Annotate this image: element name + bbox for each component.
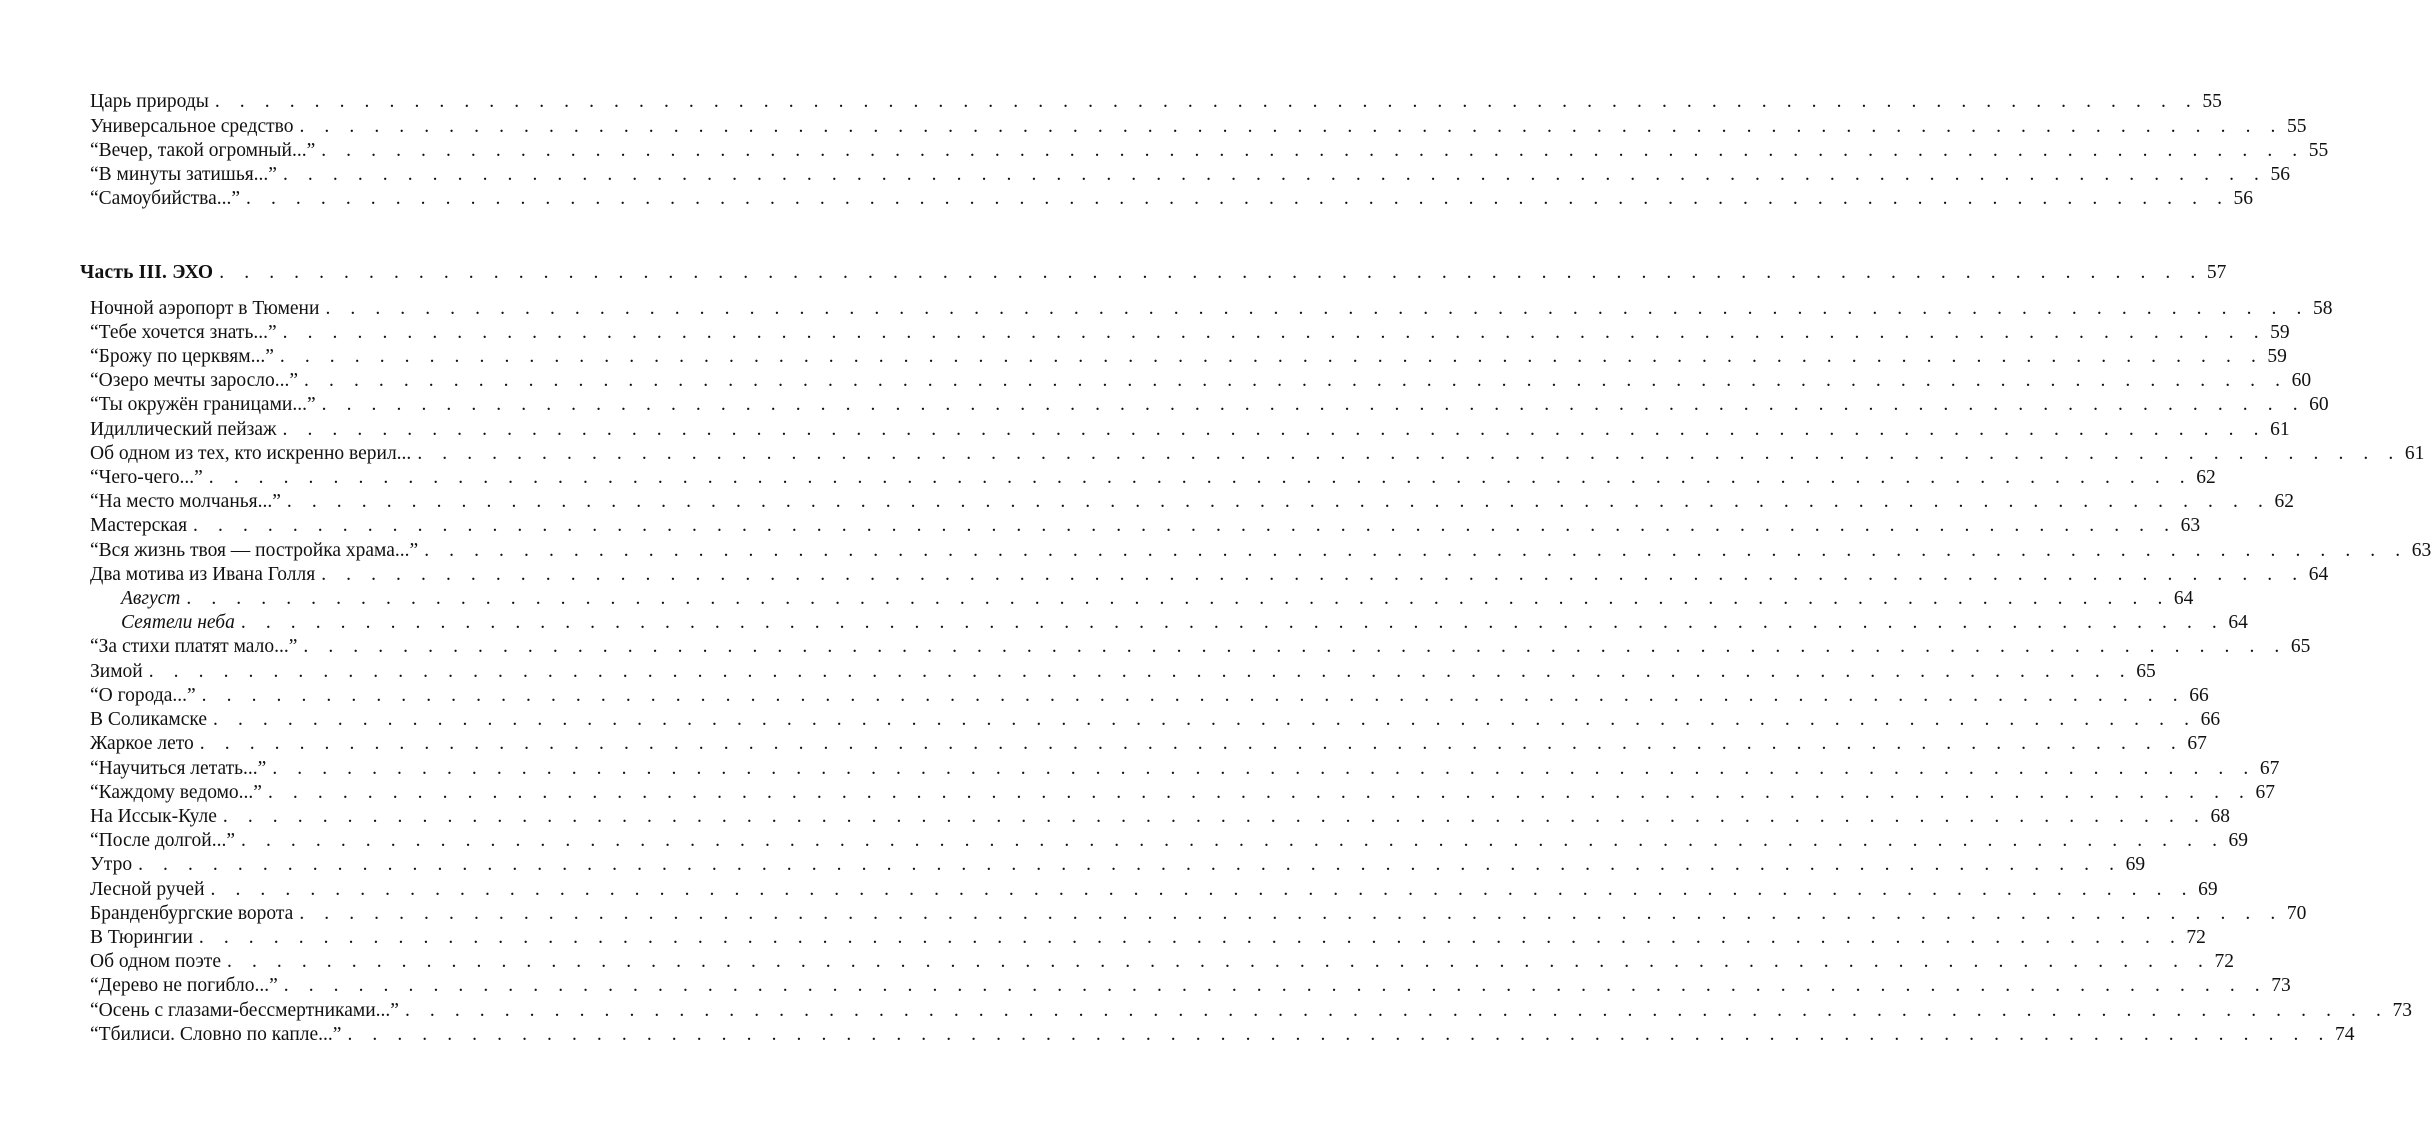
toc-entry-page-number: 62 [2274, 491, 2294, 512]
dot-leader: . . . . . . . . . . . . . . . . . . . . . . . . . . . . . . . . . . . . . . . . . . . . . . . . . . . . . . . . . . . . . . . . . . . . . . . . . . . . . . . . [286, 491, 2271, 512]
toc-entry [90, 733, 2207, 755]
dot-leader: . . . . . . . . . . . . . . . . . . . . . . . . . . . . . . . . . . . . . . . . . . . . . . . . . . . . . . . . . . . . . . . . . . . . . . . . . . . . . . . . [201, 685, 2186, 706]
toc-entry [121, 612, 2248, 634]
toc-entry-title: “Каждому ведомо...” [90, 782, 262, 803]
toc-entry-title: “Брожу по церквям...” [90, 346, 274, 367]
toc-entry [90, 830, 2249, 852]
toc-entry [90, 685, 2209, 707]
dot-leader: . . . . . . . . . . . . . . . . . . . . . . . . . . . . . . . . . . . . . . . . . . . . . . . . . . . . . . . . . . . . . . . . . . . . . . . . . . . . . . . . [299, 116, 2284, 137]
toc-entry-title: Универсальное средство [90, 116, 294, 137]
toc-entry-page-number: 64 [2228, 612, 2248, 633]
toc-entry [121, 588, 2194, 610]
toc-entry-page-number: 68 [2210, 806, 2230, 827]
toc-entry-title: Зимой [90, 661, 143, 682]
dot-leader: . . . . . . . . . . . . . . . . . . . . . . . . . . . . . . . . . . . . . . . . . . . . . . . . . . . . . . . . . . . . . . . . . . . . . . . . . . . . . . . . [321, 394, 2306, 415]
dot-leader: . . . . . . . . . . . . . . . . . . . . . . . . . . . . . . . . . . . . . . . . . . . . . . . . . . . . . . . . . . . . . . . . . . . . . . . . . . . . . . . . [193, 515, 2177, 536]
toc-entry-page-number: 64 [2308, 564, 2329, 585]
toc-entry-page-number: 55 [2287, 116, 2307, 137]
toc-entry-title: “Тебе хочется знать...” [90, 322, 277, 343]
toc-entry-title: “Осень с глазами-бессмертниками...” [90, 1000, 399, 1021]
dot-leader: . . . . . . . . . . . . . . . . . . . . . . . . . . . . . . . . . . . . . . . . . . . . . . . . . . . . . . . . . . . . . . . . . . . . . . . . . . . . . . . . [222, 806, 2207, 827]
toc-entry [90, 540, 2431, 562]
dot-leader: . . . . . . . . . . . . . . . . . . . . . . . . . . . . . . . . . . . . . . . . . . . . . . . . . . . . . . . . . . . . . . . . . . . . . . . . . . . . . . . . [404, 1000, 2389, 1021]
toc-entry-title: Жаркое лето [90, 733, 194, 754]
toc-entry-title: “Самоубийства...” [90, 188, 241, 209]
dot-leader: . . . . . . . . . . . . . . . . . . . . . . . . . . . . . . . . . . . . . . . . . . . . . . . . . . . . . . . . . . . . . . . . . . . . . . . . . . . . . . . . [138, 854, 2122, 875]
toc-entry [90, 91, 2222, 113]
dot-leader: . . . . . . . . . . . . . . . . . . . . . . . . . . . . . . . . . . . . . . . . . . . . . . . . . . . . . . . . . . . . . . . . . . . . . . . . . . . . . . . . [214, 91, 2199, 112]
dot-leader: . . . . . . . . . . . . . . . . . . . . . . . . . . . . . . . . . . . . . . . . . . . . . . . . . . . . . . . . . . . . . . . . . . . . . . . . . . . . . . . . [299, 903, 2283, 924]
dot-leader: . . . . . . . . . . . . . . . . . . . . . . . . . . . . . . . . . . . . . . . . . . . . . . . . . . . . . . . . . . . . . . . . . . . . . . . . . . . . . . . . [321, 564, 2305, 585]
toc-entry [90, 758, 2280, 780]
toc-entry [90, 346, 2287, 368]
toc-entry-page-number: 69 [2198, 879, 2218, 900]
toc-entry-page-number: 55 [2308, 140, 2329, 161]
toc-entry [90, 879, 2218, 901]
dot-leader: . . . . . . . . . . . . . . . . . . . . . . . . . . . . . . . . . . . . . . . . . . . . . . . . . . . . . . . . . . . . . . . . . . . . . . . . . . . . . . . . [304, 370, 2288, 391]
dot-leader: . . . . . . . . . . . . . . . . . . . . . . . . . . . . . . . . . . . . . . . . . . . . . . . . . . . . . . . . . . . . . . . . . . . . . . . . . . . . . . . . [347, 1024, 2331, 1045]
toc-entry-page-number: 57 [2206, 262, 2227, 283]
toc-entry [90, 564, 2329, 586]
toc-entry [90, 370, 2312, 392]
toc-entry [90, 419, 2290, 441]
toc-entry-title: В Тюрингии [90, 927, 193, 948]
toc-entry-title: Бранденбургские ворота [90, 903, 294, 924]
toc-entry-title: Часть III. ЭХО [80, 262, 214, 283]
toc-entry [90, 951, 2235, 973]
dot-leader: . . . . . . . . . . . . . . . . . . . . . . . . . . . . . . . . . . . . . . . . . . . . . . . . . . . . . . . . . . . . . . . . . . . . . . . . . . . . . . . . [321, 140, 2305, 161]
toc-entry-page-number: 56 [2270, 164, 2290, 185]
dot-leader: . . . . . . . . . . . . . . . . . . . . . . . . . . . . . . . . . . . . . . . . . . . . . . . . . . . . . . . . . . . . . . . . . . . . . . . . . . . . . . . . [240, 612, 2225, 633]
toc-entry-page-number: 55 [2202, 91, 2222, 112]
toc-entry-title: Утро [90, 854, 133, 875]
toc-entry-title: Август [121, 588, 181, 609]
toc-entry [90, 164, 2290, 186]
toc-entry-page-number: 59 [2270, 322, 2290, 343]
toc-entry-page-number: 74 [2334, 1024, 2355, 1045]
toc-entry-page-number: 62 [2196, 467, 2216, 488]
toc-entry-page-number: 56 [2233, 188, 2254, 209]
dot-leader: . . . . . . . . . . . . . . . . . . . . . . . . . . . . . . . . . . . . . . . . . . . . . . . . . . . . . . . . . . . . . . . . . . . . . . . . . . . . . . . . [227, 951, 2211, 972]
toc-entry-page-number: 65 [2136, 661, 2156, 682]
dot-leader: . . . . . . . . . . . . . . . . . . . . . . . . . . . . . . . . . . . . . . . . . . . . . . . . . . . . . . . . . . . . . . . . . . . . . . . . . . . . . . . . [282, 164, 2267, 185]
toc-entry [90, 491, 2294, 513]
toc-entry-page-number: 63 [2411, 540, 2431, 561]
toc-entry [90, 1000, 2412, 1022]
toc-entry-page-number: 61 [2270, 419, 2290, 440]
toc-part-heading [80, 262, 2227, 284]
toc-entry-title: Два мотива из Ивана Голля [90, 564, 316, 585]
dot-leader: . . . . . . . . . . . . . . . . . . . . . . . . . . . . . . . . . . . . . . . . . . . . . . . . . . . . . . . . . . . . . . . . . . . . . . . . . . . . . . . . [219, 262, 2203, 283]
dot-leader: . . . . . . . . . . . . . . . . . . . . . . . . . . . . . . . . . . . . . . . . . . . . . . . . . . . . . . . . . . . . . . . . . . . . . . . . . . . . . . . . [325, 298, 2309, 319]
toc-entry-title: “Дерево не погибло...” [90, 975, 278, 996]
dot-leader: . . . . . . . . . . . . . . . . . . . . . . . . . . . . . . . . . . . . . . . . . . . . . . . . . . . . . . . . . . . . . . . . . . . . . . . . . . . . . . . . [282, 419, 2267, 440]
toc-entry-title: Об одном из тех, кто искренно верил... [90, 443, 412, 464]
dot-leader: . . . . . . . . . . . . . . . . . . . . . . . . . . . . . . . . . . . . . . . . . . . . . . . . . . . . . . . . . . . . . . . . . . . . . . . . . . . . . . . . [186, 588, 2170, 609]
toc-entry [90, 443, 2425, 465]
toc-entry [90, 188, 2254, 210]
toc-entry-page-number: 72 [2214, 951, 2235, 972]
dot-leader: . . . . . . . . . . . . . . . . . . . . . . . . . . . . . . . . . . . . . . . . . . . . . . . . . . . . . . . . . . . . . . . . . . . . . . . . . . . . . . . . [148, 661, 2133, 682]
toc-entry-page-number: 70 [2286, 903, 2307, 924]
toc-entry [90, 806, 2230, 828]
dot-leader: . . . . . . . . . . . . . . . . . . . . . . . . . . . . . . . . . . . . . . . . . . . . . . . . . . . . . . . . . . . . . . . . . . . . . . . . . . . . . . . . [198, 927, 2183, 948]
toc-entry-page-number: 64 [2173, 588, 2194, 609]
toc-entry [90, 515, 2201, 537]
toc-entry-title: “На место молчанья...” [90, 491, 281, 512]
toc-entry-title: “Озеро мечты заросло...” [90, 370, 299, 391]
dot-leader: . . . . . . . . . . . . . . . . . . . . . . . . . . . . . . . . . . . . . . . . . . . . . . . . . . . . . . . . . . . . . . . . . . . . . . . . . . . . . . . . [210, 879, 2195, 900]
toc-entry-title: “После долгой...” [90, 830, 236, 851]
toc-entry-title: “В минуты затишья...” [90, 164, 277, 185]
toc-entry-page-number: 73 [2271, 975, 2291, 996]
toc-entry-page-number: 66 [2200, 709, 2221, 730]
toc-entry-page-number: 60 [2309, 394, 2329, 415]
toc-entry [90, 709, 2221, 731]
toc-entry-page-number: 72 [2186, 927, 2206, 948]
toc-entry-title: Царь природы [90, 91, 209, 112]
toc-entry [90, 467, 2216, 489]
toc-entry-title: “Вся жизнь твоя — постройка храма...” [90, 540, 419, 561]
toc-entry-title: Сеятели неба [121, 612, 235, 633]
toc-entry [90, 927, 2206, 949]
dot-leader: . . . . . . . . . . . . . . . . . . . . . . . . . . . . . . . . . . . . . . . . . . . . . . . . . . . . . . . . . . . . . . . . . . . . . . . . . . . . . . . . [246, 188, 2230, 209]
toc-entry-page-number: 60 [2291, 370, 2312, 391]
toc-entry-page-number: 69 [2228, 830, 2249, 851]
dot-leader: . . . . . . . . . . . . . . . . . . . . . . . . . . . . . . . . . . . . . . . . . . . . . . . . . . . . . . . . . . . . . . . . . . . . . . . . . . . . . . . . [241, 830, 2225, 851]
toc-entry-title: На Иссык-Куле [90, 806, 217, 827]
toc-entry [90, 854, 2146, 876]
toc-entry-title: “Вечер, такой огромный...” [90, 140, 316, 161]
toc-entry-title: “Научиться летать...” [90, 758, 267, 779]
toc-entry-page-number: 66 [2189, 685, 2209, 706]
dot-leader: . . . . . . . . . . . . . . . . . . . . . . . . . . . . . . . . . . . . . . . . . . . . . . . . . . . . . . . . . . . . . . . . . . . . . . . . . . . . . . . . [283, 975, 2268, 996]
toc-entry [90, 636, 2311, 658]
toc-entry-title: Идиллический пейзаж [90, 419, 277, 440]
toc-entry-page-number: 73 [2392, 1000, 2412, 1021]
toc-entry-page-number: 61 [2404, 443, 2425, 464]
toc-entry-page-number: 63 [2180, 515, 2201, 536]
toc-entry-page-number: 67 [2187, 733, 2207, 754]
toc-entry-title: Об одном поэте [90, 951, 221, 972]
toc-entry [90, 1024, 2355, 1046]
dot-leader: . . . . . . . . . . . . . . . . . . . . . . . . . . . . . . . . . . . . . . . . . . . . . . . . . . . . . . . . . . . . . . . . . . . . . . . . . . . . . . . . [208, 467, 2193, 488]
toc-entry-title: “Ты окружён границами...” [90, 394, 316, 415]
dot-leader: . . . . . . . . . . . . . . . . . . . . . . . . . . . . . . . . . . . . . . . . . . . . . . . . . . . . . . . . . . . . . . . . . . . . . . . . . . . . . . . . [303, 636, 2287, 657]
toc-entry-page-number: 58 [2312, 298, 2333, 319]
toc-entry [90, 661, 2156, 683]
toc-entry [90, 298, 2333, 320]
toc-entry [90, 394, 2329, 416]
dot-leader: . . . . . . . . . . . . . . . . . . . . . . . . . . . . . . . . . . . . . . . . . . . . . . . . . . . . . . . . . . . . . . . . . . . . . . . . . . . . . . . . [279, 346, 2264, 367]
toc-entry-title: Лесной ручей [90, 879, 205, 900]
toc-entry [90, 116, 2307, 138]
dot-leader: . . . . . . . . . . . . . . . . . . . . . . . . . . . . . . . . . . . . . . . . . . . . . . . . . . . . . . . . . . . . . . . . . . . . . . . . . . . . . . . . [424, 540, 2408, 561]
dot-leader: . . . . . . . . . . . . . . . . . . . . . . . . . . . . . . . . . . . . . . . . . . . . . . . . . . . . . . . . . . . . . . . . . . . . . . . . . . . . . . . . [417, 443, 2401, 464]
toc-entry-page-number: 67 [2259, 758, 2280, 779]
toc-entry-page-number: 65 [2290, 636, 2311, 657]
toc-entry-title: Ночной аэропорт в Тюмени [90, 298, 320, 319]
toc-entry-page-number: 69 [2125, 854, 2146, 875]
toc-entry [90, 322, 2290, 344]
toc-entry-title: “Тбилиси. Словно по капле...” [90, 1024, 342, 1045]
toc-entry-title: Мастерская [90, 515, 188, 536]
toc-entry-page-number: 59 [2267, 346, 2287, 367]
toc-entry-title: “За стихи платят мало...” [90, 636, 298, 657]
toc-entry [90, 140, 2329, 162]
toc-entry-page-number: 67 [2255, 782, 2275, 803]
toc-entry-title: “Чего-чего...” [90, 467, 203, 488]
toc-entry-title: “О города...” [90, 685, 196, 706]
dot-leader: . . . . . . . . . . . . . . . . . . . . . . . . . . . . . . . . . . . . . . . . . . . . . . . . . . . . . . . . . . . . . . . . . . . . . . . . . . . . . . . . [199, 733, 2184, 754]
dot-leader: . . . . . . . . . . . . . . . . . . . . . . . . . . . . . . . . . . . . . . . . . . . . . . . . . . . . . . . . . . . . . . . . . . . . . . . . . . . . . . . . [213, 709, 2197, 730]
toc-entry [90, 975, 2291, 997]
dot-leader: . . . . . . . . . . . . . . . . . . . . . . . . . . . . . . . . . . . . . . . . . . . . . . . . . . . . . . . . . . . . . . . . . . . . . . . . . . . . . . . . [272, 758, 2256, 779]
dot-leader: . . . . . . . . . . . . . . . . . . . . . . . . . . . . . . . . . . . . . . . . . . . . . . . . . . . . . . . . . . . . . . . . . . . . . . . . . . . . . . . . [267, 782, 2252, 803]
dot-leader: . . . . . . . . . . . . . . . . . . . . . . . . . . . . . . . . . . . . . . . . . . . . . . . . . . . . . . . . . . . . . . . . . . . . . . . . . . . . . . . . [282, 322, 2267, 343]
toc-entry [90, 903, 2307, 925]
toc-entry [90, 782, 2275, 804]
toc-entry-title: В Соликамске [90, 709, 208, 730]
